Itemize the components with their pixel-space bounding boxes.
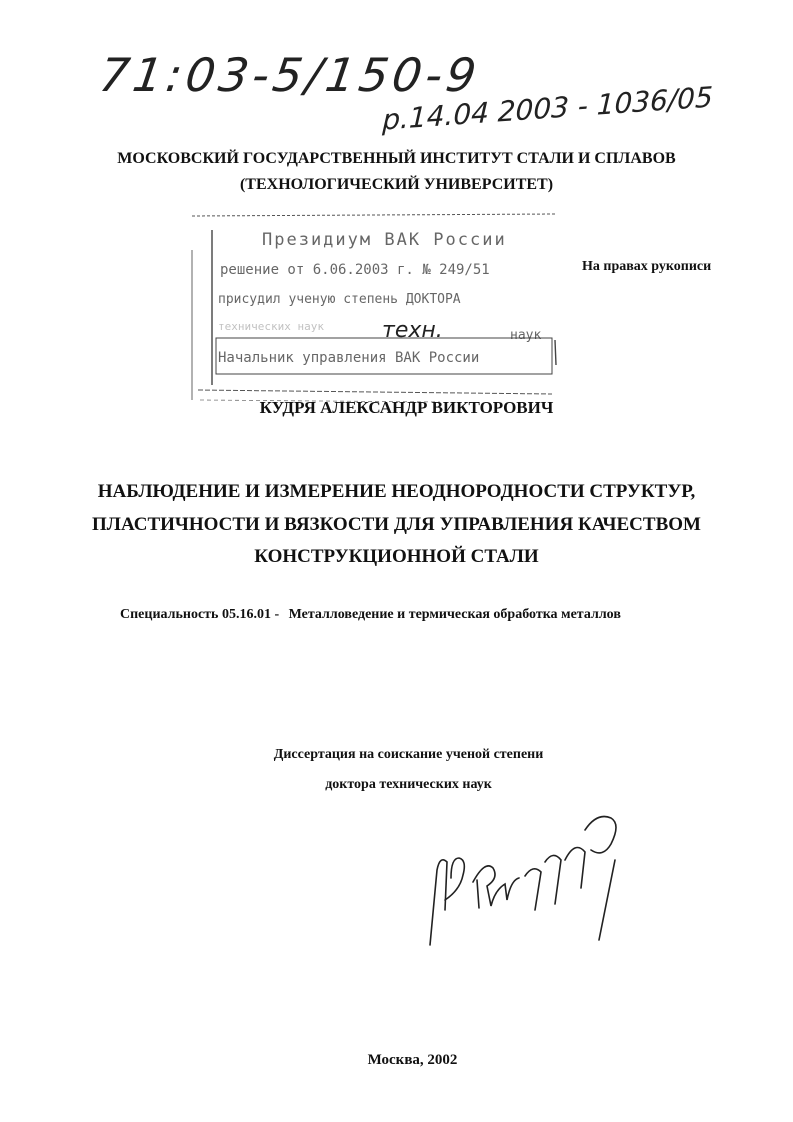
handwritten-catalog-number: 71:03-5/150-9 bbox=[96, 48, 484, 102]
author-name: КУДРЯ АЛЕКСАНДР ВИКТОРОВИЧ bbox=[259, 398, 554, 417]
title-line-2: ПЛАСТИЧНОСТИ И ВЯЗКОСТИ ДЛЯ УПРАВЛЕНИЯ КАЧЕСТВОМ bbox=[92, 514, 701, 535]
specialty-name: Металловедение и термическая обработка металлов bbox=[288, 607, 621, 622]
title-line-3: КОНСТРУКЦИОННОЙ СТАЛИ bbox=[254, 546, 539, 567]
stamp-footer: Начальник управления ВАК России bbox=[218, 350, 480, 366]
degree-line-2: доктора технических наук bbox=[325, 777, 492, 792]
specialty-label: Специальность 05.16.01 - bbox=[120, 607, 280, 622]
specialty bbox=[120, 607, 621, 623]
institute-name: МОСКОВСКИЙ ГОСУДАРСТВЕННЫЙ ИНСТИТУТ СТАЛИ И СПЛАВОВ bbox=[117, 150, 676, 167]
stamp-field-handwritten: техн. bbox=[382, 318, 443, 343]
degree-line-1: Диссертация на соискание ученой степени bbox=[273, 747, 544, 762]
institute-subtitle: (ТЕХНОЛОГИЧЕСКИЙ УНИВЕРСИТЕТ) bbox=[239, 176, 554, 193]
stamp-degree-line: присудил ученую степень ДОКТОРА bbox=[218, 292, 461, 307]
title-line-1: НАБЛЮДЕНИЕ И ИЗМЕРЕНИЕ НЕОДНОРОДНОСТИ СТРУКТУР, bbox=[97, 481, 696, 502]
manuscript-rights-note: На правах рукописи bbox=[582, 259, 712, 274]
signature-text bbox=[415, 800, 418, 801]
place-year: Москва, 2002 bbox=[367, 1052, 458, 1068]
handwritten-registration: р.14.04 2003 - 1036/05 bbox=[381, 80, 714, 137]
signature-strokes bbox=[415, 800, 635, 950]
stamp-field-line: технических наук bbox=[218, 320, 324, 333]
author-signature bbox=[415, 800, 635, 950]
vak-stamp bbox=[190, 210, 560, 405]
stamp-header: Президиум ВАК России bbox=[262, 230, 507, 250]
stamp-field-suffix: наук bbox=[510, 328, 542, 343]
stamp-date-line: решение от 6.06.2003 г. № 249/51 bbox=[220, 262, 490, 278]
